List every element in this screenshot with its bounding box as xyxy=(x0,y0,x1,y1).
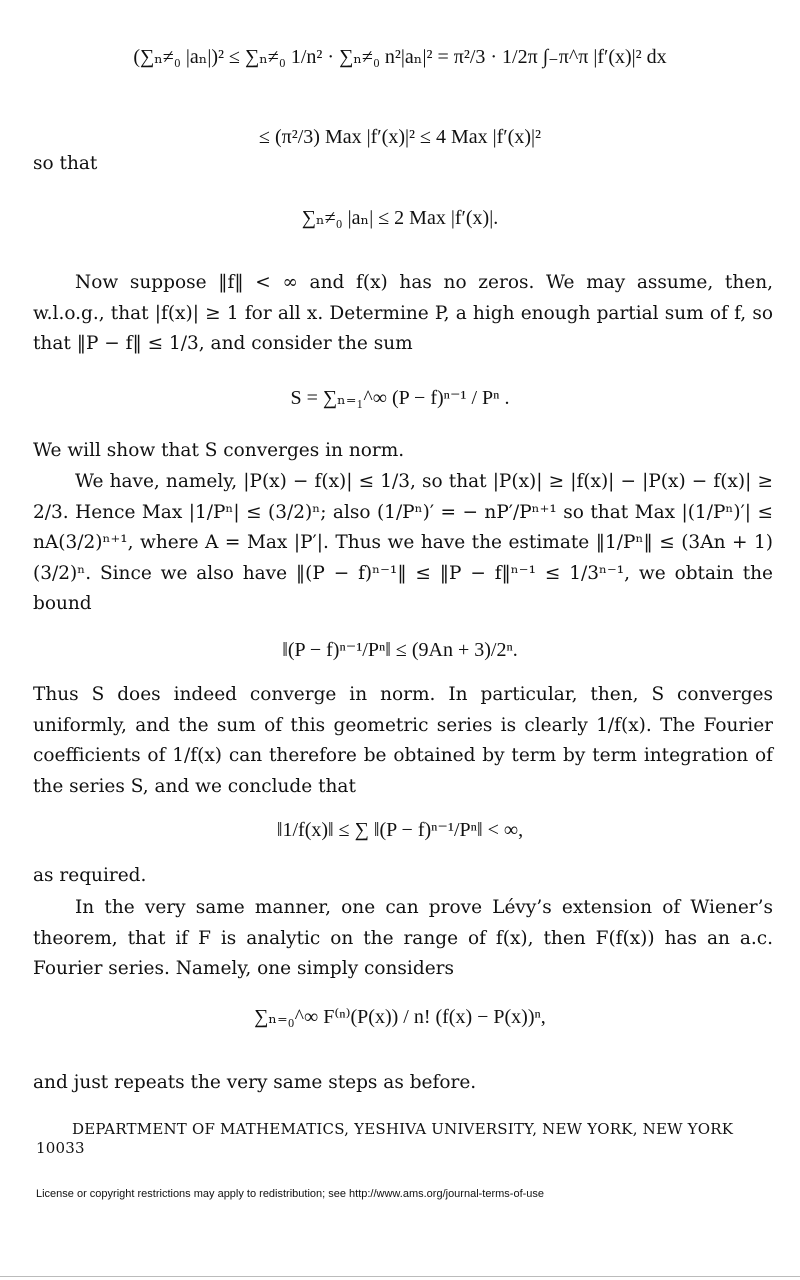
equation-5-text: ‖(P − f)ⁿ⁻¹/Pⁿ‖ ≤ (9An + 3)/2ⁿ. xyxy=(282,639,518,661)
text-closing: and just repeats the very same steps as before. xyxy=(33,1072,477,1093)
equation-5 xyxy=(0,638,800,662)
paragraph-4: In the very same manner, one can prove Lévy’s extension of Wiener’s theorem, that if F is analytic on the range of f(x), then F(f(x)) has an a.c. Fourier series. Namely, one simply considers xyxy=(33,897,773,979)
equation-4-text: S = ∑ₙ₌₁^∞ (P − f)ⁿ⁻¹ / Pⁿ . xyxy=(290,387,510,409)
equation-2-text: ≤ (π²/3) Max |f′(x)|² ≤ 4 Max |f′(x)|² xyxy=(259,126,541,148)
text-so-that: so that xyxy=(33,153,98,174)
equation-4 xyxy=(0,386,800,410)
license-notice: License or copyright restrictions may apply to redistribution; see http://www.ams.org/journal-terms-of-use xyxy=(36,1188,545,1200)
equation-7 xyxy=(0,1005,800,1029)
paragraph-1: Now suppose ‖f‖ < ∞ and f(x) has no zeros. We may assume, then, w.l.o.g., that |f(x)| ≥ 1 for all x. Determine P, a high enough partial sum of f, so that ‖P − f‖ ≤ 1/3, and consider the sum xyxy=(33,272,773,354)
equation-1 xyxy=(0,45,800,69)
equation-3-text: ∑ₙ≠₀ |aₙ| ≤ 2 Max |f′(x)|. xyxy=(301,207,499,229)
equation-6-text: ‖1/f(x)‖ ≤ ∑ ‖(P − f)ⁿ⁻¹/Pⁿ‖ < ∞, xyxy=(276,819,524,841)
equation-3 xyxy=(0,206,800,230)
equation-1-text: (∑ₙ≠₀ |aₙ|)² ≤ ∑ₙ≠₀ 1/n² · ∑ₙ≠₀ n²|aₙ|² = π²/3 · 1/2π ∫₋π^π |f′(x)|² dx xyxy=(133,46,667,68)
author-affiliation: DEPARTMENT OF MATHEMATICS, YESHIVA UNIVERSITY, NEW YORK, NEW YORK 10033 xyxy=(36,1120,734,1157)
text-as-required: as required. xyxy=(33,865,147,886)
page-bottom-edge xyxy=(0,1276,800,1277)
text-converges: We will show that S converges in norm. xyxy=(33,440,405,461)
paragraph-2: We have, namely, |P(x) − f(x)| ≤ 1/3, so that |P(x)| ≥ |f(x)| − |P(x) − f(x)| ≥ 2/3. Hence Max |1/Pⁿ| ≤ (3/2)ⁿ; also (1/Pⁿ)′ = − nP′/Pⁿ⁺¹ so that Max |(1/Pⁿ)′| ≤ nA(3/2)ⁿ⁺¹, where A = Max |P′|. Thus we have the estimate ‖1/Pⁿ‖ ≤ (3An + 1)(3/2)ⁿ. Since we also have ‖(P − f)ⁿ⁻¹‖ ≤ ‖P − f‖ⁿ⁻¹ ≤ 1/3ⁿ⁻¹, we obtain the bound xyxy=(33,471,773,614)
equation-7-text: ∑ₙ₌₀^∞ F⁽ⁿ⁾(P(x)) / n! (f(x) − P(x))ⁿ, xyxy=(254,1006,546,1028)
equation-2 xyxy=(0,125,800,149)
paragraph-3: Thus S does indeed converge in norm. In particular, then, S converges uniformly, and the sum of this geometric series is clearly 1/f(x). The Fourier coefficients of 1/f(x) can therefore be obtained by term by term integration of the series S, and we conclude that xyxy=(33,684,773,797)
equation-6 xyxy=(0,818,800,842)
